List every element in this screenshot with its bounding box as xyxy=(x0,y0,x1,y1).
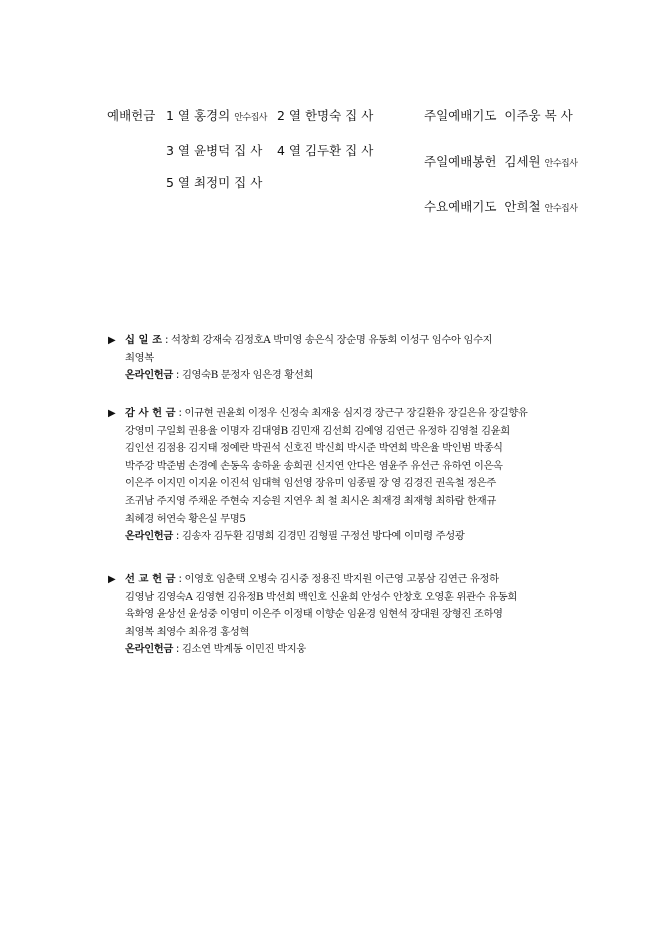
tithe-online-names: 김영숙B 문정자 임은경 황선희 xyxy=(181,369,314,382)
thanks-names-6: 조귀남 주지영 주채운 주현숙 지승원 지연우 최 철 최시온 최재경 최재형 최하람 한재규 xyxy=(125,494,496,507)
prayer-sunday-role: 주일예배기도 xyxy=(424,108,497,123)
prayer-offering-name: 김세원 xyxy=(504,154,541,169)
offering-row-1-title: 안수집사 xyxy=(234,113,267,123)
tithe-online: 온라인헌금 : 김영숙B 문정자 임은경 황선희 xyxy=(125,369,314,382)
mission-online-names: 김소연 박계동 이민진 박지웅 xyxy=(181,643,306,656)
mission-line-1: ▶ 선 교 헌 금 : 이영호 임춘택 오병숙 김시중 정용진 박지원 이근영 고봉삼 김연근 유정하 xyxy=(108,571,578,589)
prayer-offering xyxy=(424,152,577,170)
thanks-names-7: 최혜경 허연숙 황은실 무명5 xyxy=(125,512,246,525)
thanks-online: 온라인헌금 : 김송자 김두환 김명희 김경민 김형필 구정선 방다예 이미령 주성광 xyxy=(125,530,465,543)
thanks-names-1: 이규현 권윤회 이정우 신정숙 최재웅 심지경 장근구 장길환유 장길은유 장길향유 xyxy=(184,407,528,419)
thanks-line-1: ▶ 감 사 헌 금 : 이규현 권윤회 이정우 신정숙 최재웅 심지경 장근구 장길환유 장길은유 장길향유 xyxy=(108,405,578,423)
mission-names-2: 김영남 김영숙A 김영현 김유정B 박선희 백인호 신윤희 안성수 안창호 오영훈 위관수 유동희 xyxy=(125,590,517,603)
thanks-names-4: 박주강 박준범 손경예 손동옥 송하윤 송희권 신지연 안다은 염윤주 유선근 유하연 이은옥 xyxy=(125,459,503,472)
offering-row-2-col-2: 4 열 김두환 집 사 xyxy=(277,143,374,158)
prayer-sunday-name: 이주웅 목 사 xyxy=(504,108,573,123)
thanks-section xyxy=(108,405,578,546)
arrow-icon: ▶ xyxy=(108,408,116,419)
prayer-wednesday xyxy=(424,197,577,215)
offering-row-1-col-1: 1 열 홍경의 xyxy=(166,108,231,123)
offering-row-1 xyxy=(166,106,267,124)
offering-row-3-col-1: 5 열 최정미 집 사 xyxy=(166,175,263,190)
mission-section xyxy=(108,571,578,659)
thanks-online-label: 온라인헌금 xyxy=(125,530,173,543)
thanks-heading: 감 사 헌 금 xyxy=(125,407,176,419)
prayer-wednesday-name: 안희철 xyxy=(504,199,541,214)
offering-row-1-col-2: 2 열 한명숙 집 사 xyxy=(277,108,374,123)
tithe-names-1: 석창회 강재숙 김정호A 박미영 송은식 장순명 유동회 이성구 임수아 임수지 xyxy=(170,334,493,346)
mission-heading: 선 교 헌 금 xyxy=(125,573,176,585)
tithe-online-label: 온라인헌금 xyxy=(125,369,173,382)
tithe-names-2: 최영복 xyxy=(125,351,154,364)
offering-label: 예배헌금 xyxy=(107,108,156,123)
thanks-names-2: 강영미 구일회 권용율 이명자 김대영B 김민재 김선희 김예영 김연근 유정하 김영철 김윤희 xyxy=(125,424,510,437)
mission-online-label: 온라인헌금 xyxy=(125,643,173,656)
mission-names-1: 이영호 임춘택 오병숙 김시중 정용진 박지원 이근영 고봉삼 김연근 유정하 xyxy=(184,573,499,585)
thanks-names-3: 김인선 김점용 김지태 정예란 박권석 신호진 박신희 박시준 박연희 박은율 박인범 박종식 xyxy=(125,442,503,455)
tithe-line-1: ▶ 십 일 조 : 석창회 강재숙 김정호A 박미영 송은식 장순명 유동회 이성구 임수아 임수지 xyxy=(108,332,578,350)
mission-names-3: 육화영 윤상선 윤성중 이영미 이은주 이정태 이향순 임윤경 임현석 장대원 장형진 조하영 xyxy=(125,608,503,621)
mission-names-4: 최영복 최영수 최유경 홍성혁 xyxy=(125,625,249,638)
prayer-wednesday-title: 안수집사 xyxy=(544,204,578,214)
arrow-icon: ▶ xyxy=(108,335,116,346)
offering-row-2-col-1: 3 열 윤병덕 집 사 xyxy=(166,143,263,158)
mission-online: 온라인헌금 : 김소연 박계동 이민진 박지웅 xyxy=(125,643,306,656)
prayer-offering-title: 안수집사 xyxy=(544,159,578,169)
arrow-icon: ▶ xyxy=(108,574,116,585)
prayer-sunday xyxy=(424,106,573,124)
prayer-offering-role: 주일예배봉헌 xyxy=(424,154,497,169)
tithe-section xyxy=(108,332,578,385)
tithe-heading: 십 일 조 xyxy=(125,334,163,346)
thanks-names-5: 이은주 이지민 이지윤 이진석 임대혁 임선영 장유미 임종필 장 영 김경진 권옥철 정은주 xyxy=(125,477,496,490)
prayer-wednesday-role: 수요예배기도 xyxy=(424,199,497,214)
thanks-online-names: 김송자 김두환 김명희 김경민 김형필 구정선 방다예 이미령 주성광 xyxy=(181,530,465,543)
